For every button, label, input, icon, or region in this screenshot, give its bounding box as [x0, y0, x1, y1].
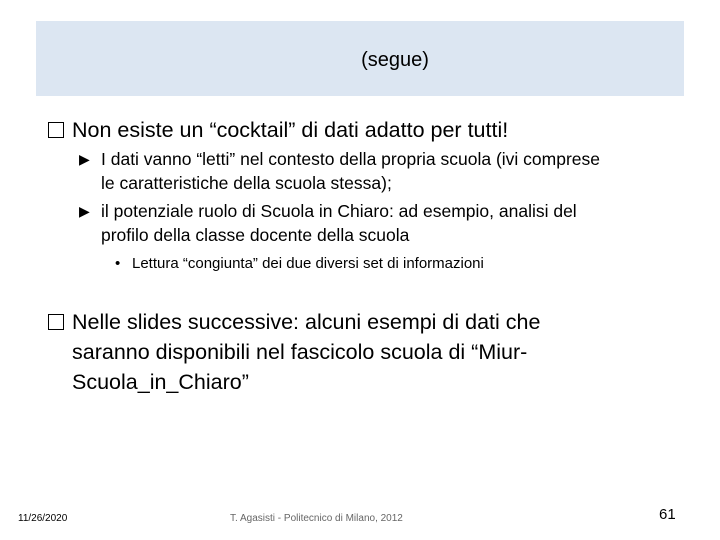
- sub-bullet-1-line-1: I dati vanno “letti” nel contesto della propria scuola (ivi comprese: [101, 149, 600, 169]
- slide-title: (segue): [361, 49, 429, 71]
- dot-bullet-icon: •: [115, 255, 121, 272]
- footer-date: 11/26/2020: [18, 513, 68, 524]
- arrow-bullet-icon: ▶: [79, 151, 90, 167]
- title-band: [36, 21, 684, 96]
- bullet-2-line-3: Scuola_in_Chiaro”: [72, 370, 249, 394]
- square-bullet-icon: [48, 314, 64, 330]
- arrow-bullet-icon: ▶: [79, 203, 90, 219]
- square-bullet-icon: [48, 122, 64, 138]
- page-number: 61: [659, 506, 676, 523]
- sub-sub-bullet-text: Lettura “congiunta” dei due diversi set di informazioni: [132, 255, 484, 272]
- sub-bullet-2-line-1: il potenziale ruolo di Scuola in Chiaro: ad esempio, analisi del: [101, 201, 577, 221]
- sub-bullet-2-line-2: profilo della classe docente della scuola: [101, 225, 410, 245]
- bullet-2-line-1: Nelle slides successive: alcuni esempi di dati che: [72, 310, 541, 334]
- bullet-2-line-2: saranno disponibili nel fascicolo scuola di “Miur-: [72, 340, 528, 364]
- footer-author: T. Agasisti - Politecnico di Milano, 2012: [230, 513, 403, 524]
- bullet-1-text: Non esiste un “cocktail” di dati adatto per tutti!: [72, 118, 509, 142]
- sub-bullet-1-line-2: le caratteristiche della scuola stessa);: [101, 173, 392, 193]
